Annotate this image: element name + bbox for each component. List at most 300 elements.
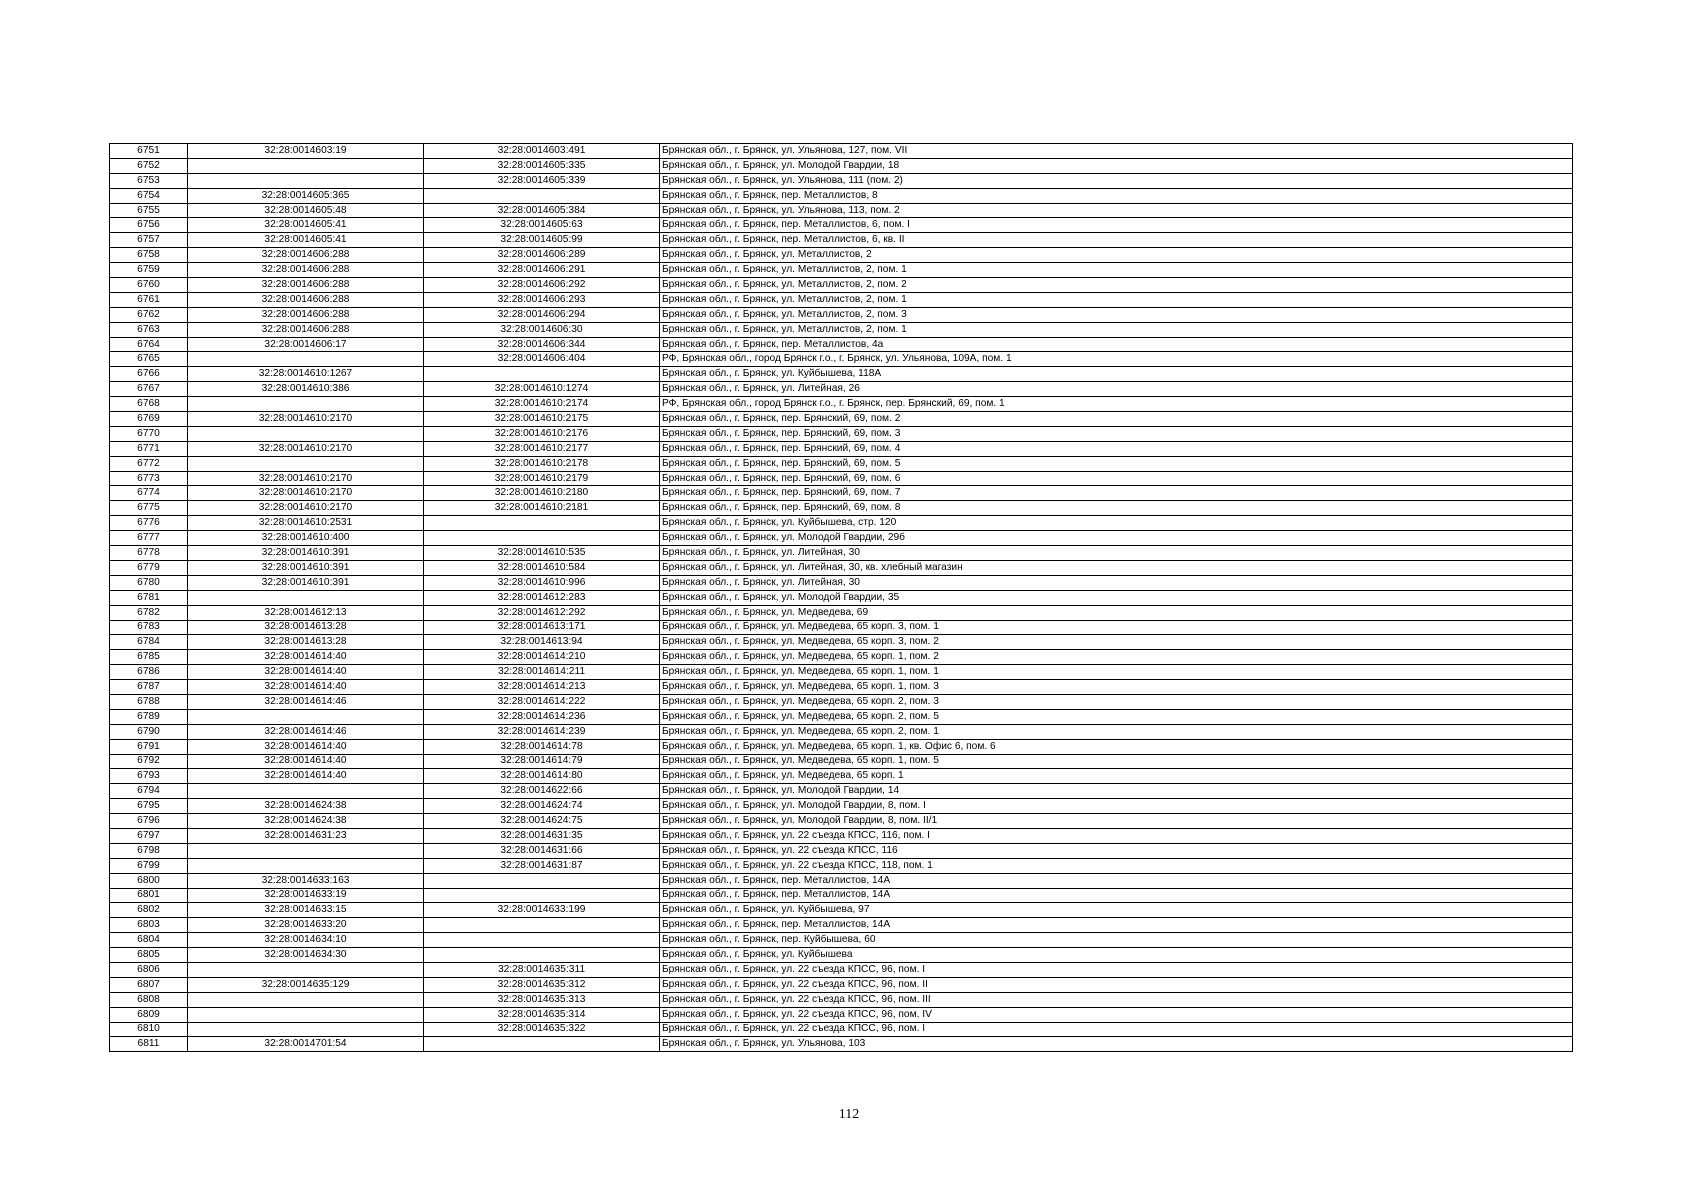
address-cell: Брянская обл., г. Брянск, ул. Литейная, 30	[660, 575, 1573, 590]
land-cadastral-number-cell: 32:28:0014634:30	[188, 948, 424, 963]
table-row	[110, 1022, 1573, 1037]
address-cell: Брянская обл., г. Брянск, пер. Куйбышева, 60	[660, 933, 1573, 948]
table-row	[110, 546, 1573, 561]
row-number-cell: 6766	[110, 367, 188, 382]
row-number-cell: 6761	[110, 292, 188, 307]
object-cadastral-number-cell: 32:28:0014613:171	[424, 620, 660, 635]
address-cell: Брянская обл., г. Брянск, ул. Ульянова, 111 (пом. 2)	[660, 173, 1573, 188]
land-cadastral-number-cell: 32:28:0014614:40	[188, 665, 424, 680]
object-cadastral-number-cell: 32:28:0014610:2175	[424, 412, 660, 427]
row-number-cell: 6768	[110, 397, 188, 412]
object-cadastral-number-cell: 32:28:0014610:2177	[424, 441, 660, 456]
address-cell: Брянская обл., г. Брянск, ул. 22 съезда КПСС, 116, пом. I	[660, 828, 1573, 843]
object-cadastral-number-cell: 32:28:0014606:30	[424, 322, 660, 337]
address-cell: Брянская обл., г. Брянск, ул. Металлистов, 2, пом. 3	[660, 307, 1573, 322]
land-cadastral-number-cell: 32:28:0014606:288	[188, 322, 424, 337]
row-number-cell: 6771	[110, 441, 188, 456]
land-cadastral-number-cell: 32:28:0014610:1267	[188, 367, 424, 382]
address-cell: Брянская обл., г. Брянск, ул. 22 съезда КПСС, 116	[660, 843, 1573, 858]
row-number-cell: 6759	[110, 263, 188, 278]
object-cadastral-number-cell: 32:28:0014614:236	[424, 709, 660, 724]
address-cell: Брянская обл., г. Брянск, ул. 22 съезда КПСС, 96, пом. I	[660, 1022, 1573, 1037]
object-cadastral-number-cell: 32:28:0014610:2178	[424, 456, 660, 471]
object-cadastral-number-cell: 32:28:0014606:404	[424, 352, 660, 367]
land-cadastral-number-cell: 32:28:0014633:20	[188, 918, 424, 933]
land-cadastral-number-cell	[188, 456, 424, 471]
row-number-cell: 6808	[110, 992, 188, 1007]
land-cadastral-number-cell: 32:28:0014603:19	[188, 144, 424, 159]
object-cadastral-number-cell: 32:28:0014606:344	[424, 337, 660, 352]
land-cadastral-number-cell: 32:28:0014610:2170	[188, 412, 424, 427]
land-cadastral-number-cell: 32:28:0014610:391	[188, 546, 424, 561]
table-row	[110, 962, 1573, 977]
object-cadastral-number-cell: 32:28:0014612:283	[424, 590, 660, 605]
address-cell: Брянская обл., г. Брянск, ул. Молодой Гвардии, 14	[660, 784, 1573, 799]
object-cadastral-number-cell: 32:28:0014635:312	[424, 977, 660, 992]
table-row	[110, 814, 1573, 829]
table-row	[110, 858, 1573, 873]
object-cadastral-number-cell	[424, 516, 660, 531]
address-cell: Брянская обл., г. Брянск, пер. Металлистов, 6, пом. I	[660, 218, 1573, 233]
land-cadastral-number-cell	[188, 709, 424, 724]
land-cadastral-number-cell	[188, 590, 424, 605]
row-number-cell: 6756	[110, 218, 188, 233]
row-number-cell: 6787	[110, 680, 188, 695]
object-cadastral-number-cell: 32:28:0014610:2174	[424, 397, 660, 412]
table-row	[110, 367, 1573, 382]
object-cadastral-number-cell: 32:28:0014614:78	[424, 739, 660, 754]
object-cadastral-number-cell: 32:28:0014610:584	[424, 560, 660, 575]
address-cell: Брянская обл., г. Брянск, ул. Медведева, 65 корп. 1, пом. 2	[660, 650, 1573, 665]
table-row	[110, 784, 1573, 799]
address-cell: РФ, Брянская обл., город Брянск г.о., г. Брянск, ул. Ульянова, 109А, пом. 1	[660, 352, 1573, 367]
table-row	[110, 426, 1573, 441]
object-cadastral-number-cell: 32:28:0014610:535	[424, 546, 660, 561]
object-cadastral-number-cell	[424, 1037, 660, 1052]
object-cadastral-number-cell: 32:28:0014606:291	[424, 263, 660, 278]
land-cadastral-number-cell: 32:28:0014634:10	[188, 933, 424, 948]
row-number-cell: 6788	[110, 694, 188, 709]
land-cadastral-number-cell: 32:28:0014610:386	[188, 382, 424, 397]
row-number-cell: 6804	[110, 933, 188, 948]
row-number-cell: 6778	[110, 546, 188, 561]
table-row	[110, 709, 1573, 724]
row-number-cell: 6791	[110, 739, 188, 754]
row-number-cell: 6764	[110, 337, 188, 352]
row-number-cell: 6753	[110, 173, 188, 188]
land-cadastral-number-cell: 32:28:0014610:391	[188, 575, 424, 590]
object-cadastral-number-cell: 32:28:0014633:199	[424, 903, 660, 918]
object-cadastral-number-cell: 32:28:0014624:75	[424, 814, 660, 829]
table-row	[110, 456, 1573, 471]
object-cadastral-number-cell: 32:28:0014610:2180	[424, 486, 660, 501]
row-number-cell: 6807	[110, 977, 188, 992]
row-number-cell: 6765	[110, 352, 188, 367]
table-row	[110, 754, 1573, 769]
row-number-cell: 6751	[110, 144, 188, 159]
address-cell: Брянская обл., г. Брянск, пер. Металлистов, 6, кв. II	[660, 233, 1573, 248]
table-row	[110, 516, 1573, 531]
table-row	[110, 843, 1573, 858]
row-number-cell: 6773	[110, 471, 188, 486]
row-number-cell: 6806	[110, 962, 188, 977]
table-row	[110, 337, 1573, 352]
address-cell: Брянская обл., г. Брянск, ул. 22 съезда КПСС, 96, пом. II	[660, 977, 1573, 992]
land-cadastral-number-cell	[188, 784, 424, 799]
land-cadastral-number-cell	[188, 397, 424, 412]
land-cadastral-number-cell	[188, 992, 424, 1007]
table-row	[110, 918, 1573, 933]
object-cadastral-number-cell: 32:28:0014635:314	[424, 1007, 660, 1022]
table-row	[110, 873, 1573, 888]
address-cell: Брянская обл., г. Брянск, ул. Литейная, 30	[660, 546, 1573, 561]
row-number-cell: 6780	[110, 575, 188, 590]
address-cell: Брянская обл., г. Брянск, ул. Металлистов, 2, пом. 2	[660, 278, 1573, 293]
land-cadastral-number-cell: 32:28:0014614:40	[188, 650, 424, 665]
object-cadastral-number-cell: 32:28:0014635:322	[424, 1022, 660, 1037]
object-cadastral-number-cell: 32:28:0014610:2176	[424, 426, 660, 441]
land-cadastral-number-cell	[188, 352, 424, 367]
object-cadastral-number-cell: 32:28:0014631:35	[424, 828, 660, 843]
table-row	[110, 233, 1573, 248]
address-cell: Брянская обл., г. Брянск, пер. Брянский, 69, пом. 2	[660, 412, 1573, 427]
address-cell: Брянская обл., г. Брянск, ул. Куйбышева, 118А	[660, 367, 1573, 382]
row-number-cell: 6805	[110, 948, 188, 963]
table-row	[110, 322, 1573, 337]
address-cell: Брянская обл., г. Брянск, пер. Брянский, 69, пом. 7	[660, 486, 1573, 501]
land-cadastral-number-cell	[188, 173, 424, 188]
address-cell: Брянская обл., г. Брянск, пер. Брянский, 69, пом. 8	[660, 501, 1573, 516]
object-cadastral-number-cell: 32:28:0014614:211	[424, 665, 660, 680]
land-cadastral-number-cell: 32:28:0014614:40	[188, 739, 424, 754]
land-cadastral-number-cell	[188, 426, 424, 441]
property-registry-table	[109, 143, 1573, 1052]
land-cadastral-number-cell: 32:28:0014605:41	[188, 218, 424, 233]
row-number-cell: 6801	[110, 888, 188, 903]
table-row	[110, 441, 1573, 456]
row-number-cell: 6793	[110, 769, 188, 784]
table-row	[110, 680, 1573, 695]
address-cell: Брянская обл., г. Брянск, ул. Медведева, 65 корп. 2, пом. 3	[660, 694, 1573, 709]
address-cell: Брянская обл., г. Брянск, пер. Металлистов, 4а	[660, 337, 1573, 352]
object-cadastral-number-cell	[424, 948, 660, 963]
object-cadastral-number-cell: 32:28:0014610:2179	[424, 471, 660, 486]
row-number-cell: 6796	[110, 814, 188, 829]
address-cell: Брянская обл., г. Брянск, ул. Металлистов, 2, пом. 1	[660, 292, 1573, 307]
table-row	[110, 412, 1573, 427]
row-number-cell: 6794	[110, 784, 188, 799]
land-cadastral-number-cell: 32:28:0014610:2170	[188, 441, 424, 456]
land-cadastral-number-cell	[188, 843, 424, 858]
address-cell: Брянская обл., г. Брянск, ул. Куйбышева, стр. 120	[660, 516, 1573, 531]
land-cadastral-number-cell: 32:28:0014610:400	[188, 531, 424, 546]
object-cadastral-number-cell	[424, 873, 660, 888]
table-row	[110, 650, 1573, 665]
address-cell: Брянская обл., г. Брянск, ул. Медведева, 65 корп. 2, пом. 1	[660, 724, 1573, 739]
row-number-cell: 6785	[110, 650, 188, 665]
table-row	[110, 292, 1573, 307]
row-number-cell: 6798	[110, 843, 188, 858]
land-cadastral-number-cell: 32:28:0014633:15	[188, 903, 424, 918]
land-cadastral-number-cell: 32:28:0014613:28	[188, 635, 424, 650]
object-cadastral-number-cell: 32:28:0014631:66	[424, 843, 660, 858]
object-cadastral-number-cell: 32:28:0014605:335	[424, 158, 660, 173]
land-cadastral-number-cell: 32:28:0014606:288	[188, 292, 424, 307]
table-row	[110, 903, 1573, 918]
object-cadastral-number-cell: 32:28:0014614:222	[424, 694, 660, 709]
land-cadastral-number-cell: 32:28:0014631:23	[188, 828, 424, 843]
row-number-cell: 6779	[110, 560, 188, 575]
row-number-cell: 6784	[110, 635, 188, 650]
object-cadastral-number-cell: 32:28:0014622:66	[424, 784, 660, 799]
object-cadastral-number-cell: 32:28:0014631:87	[424, 858, 660, 873]
object-cadastral-number-cell: 32:28:0014605:339	[424, 173, 660, 188]
address-cell: Брянская обл., г. Брянск, ул. Медведева, 65 корп. 1, кв. Офис 6, пом. 6	[660, 739, 1573, 754]
object-cadastral-number-cell	[424, 888, 660, 903]
table-row	[110, 620, 1573, 635]
row-number-cell: 6802	[110, 903, 188, 918]
address-cell: Брянская обл., г. Брянск, ул. Металлистов, 2	[660, 248, 1573, 263]
row-number-cell: 6797	[110, 828, 188, 843]
table-row	[110, 799, 1573, 814]
row-number-cell: 6799	[110, 858, 188, 873]
row-number-cell: 6811	[110, 1037, 188, 1052]
table-row	[110, 977, 1573, 992]
object-cadastral-number-cell: 32:28:0014614:79	[424, 754, 660, 769]
land-cadastral-number-cell: 32:28:0014633:163	[188, 873, 424, 888]
address-cell: Брянская обл., г. Брянск, пер. Брянский, 69, пом. 4	[660, 441, 1573, 456]
registry-table-body	[110, 144, 1573, 1052]
row-number-cell: 6776	[110, 516, 188, 531]
table-row	[110, 203, 1573, 218]
address-cell: Брянская обл., г. Брянск, пер. Металлистов, 8	[660, 188, 1573, 203]
address-cell: Брянская обл., г. Брянск, ул. Медведева, 65 корп. 1	[660, 769, 1573, 784]
table-row	[110, 739, 1573, 754]
object-cadastral-number-cell: 32:28:0014606:289	[424, 248, 660, 263]
page-number: 112	[838, 1107, 860, 1122]
land-cadastral-number-cell: 32:28:0014605:48	[188, 203, 424, 218]
address-cell: Брянская обл., г. Брянск, ул. Медведева, 69	[660, 605, 1573, 620]
object-cadastral-number-cell: 32:28:0014614:80	[424, 769, 660, 784]
object-cadastral-number-cell: 32:28:0014605:99	[424, 233, 660, 248]
land-cadastral-number-cell: 32:28:0014610:2531	[188, 516, 424, 531]
address-cell: РФ, Брянская обл., город Брянск г.о., г. Брянск, пер. Брянский, 69, пом. 1	[660, 397, 1573, 412]
row-number-cell: 6763	[110, 322, 188, 337]
object-cadastral-number-cell	[424, 933, 660, 948]
address-cell: Брянская обл., г. Брянск, ул. Литейная, 26	[660, 382, 1573, 397]
land-cadastral-number-cell: 32:28:0014624:38	[188, 799, 424, 814]
land-cadastral-number-cell: 32:28:0014605:41	[188, 233, 424, 248]
address-cell: Брянская обл., г. Брянск, пер. Брянский, 69, пом. 5	[660, 456, 1573, 471]
row-number-cell: 6783	[110, 620, 188, 635]
land-cadastral-number-cell: 32:28:0014606:288	[188, 248, 424, 263]
object-cadastral-number-cell: 32:28:0014610:1274	[424, 382, 660, 397]
address-cell: Брянская обл., г. Брянск, ул. Медведева, 65 корп. 2, пом. 5	[660, 709, 1573, 724]
object-cadastral-number-cell: 32:28:0014606:293	[424, 292, 660, 307]
table-row	[110, 933, 1573, 948]
table-row	[110, 218, 1573, 233]
address-cell: Брянская обл., г. Брянск, ул. Медведева, 65 корп. 3, пом. 2	[660, 635, 1573, 650]
land-cadastral-number-cell: 32:28:0014605:365	[188, 188, 424, 203]
land-cadastral-number-cell: 32:28:0014606:288	[188, 263, 424, 278]
object-cadastral-number-cell: 32:28:0014635:313	[424, 992, 660, 1007]
address-cell: Брянская обл., г. Брянск, ул. Медведева, 65 корп. 1, пом. 5	[660, 754, 1573, 769]
address-cell: Брянская обл., г. Брянск, ул. Медведева, 65 корп. 1, пом. 1	[660, 665, 1573, 680]
row-number-cell: 6781	[110, 590, 188, 605]
row-number-cell: 6790	[110, 724, 188, 739]
row-number-cell: 6752	[110, 158, 188, 173]
land-cadastral-number-cell: 32:28:0014612:13	[188, 605, 424, 620]
land-cadastral-number-cell: 32:28:0014635:129	[188, 977, 424, 992]
land-cadastral-number-cell: 32:28:0014606:288	[188, 307, 424, 322]
land-cadastral-number-cell: 32:28:0014614:40	[188, 754, 424, 769]
object-cadastral-number-cell	[424, 188, 660, 203]
object-cadastral-number-cell: 32:28:0014606:292	[424, 278, 660, 293]
address-cell: Брянская обл., г. Брянск, ул. 22 съезда КПСС, 96, пом. IV	[660, 1007, 1573, 1022]
table-row	[110, 605, 1573, 620]
row-number-cell: 6795	[110, 799, 188, 814]
table-row	[110, 278, 1573, 293]
row-number-cell: 6755	[110, 203, 188, 218]
land-cadastral-number-cell: 32:28:0014610:2170	[188, 501, 424, 516]
address-cell: Брянская обл., г. Брянск, ул. 22 съезда КПСС, 118, пом. 1	[660, 858, 1573, 873]
object-cadastral-number-cell: 32:28:0014613:94	[424, 635, 660, 650]
table-row	[110, 486, 1573, 501]
address-cell: Брянская обл., г. Брянск, пер. Металлистов, 14А	[660, 918, 1573, 933]
land-cadastral-number-cell: 32:28:0014610:391	[188, 560, 424, 575]
address-cell: Брянская обл., г. Брянск, ул. Металлистов, 2, пом. 1	[660, 263, 1573, 278]
address-cell: Брянская обл., г. Брянск, пер. Металлистов, 14А	[660, 873, 1573, 888]
address-cell: Брянская обл., г. Брянск, пер. Брянский, 69, пом. 6	[660, 471, 1573, 486]
table-row	[110, 158, 1573, 173]
object-cadastral-number-cell: 32:28:0014635:311	[424, 962, 660, 977]
row-number-cell: 6789	[110, 709, 188, 724]
table-row	[110, 1007, 1573, 1022]
table-row	[110, 352, 1573, 367]
object-cadastral-number-cell: 32:28:0014605:63	[424, 218, 660, 233]
table-row	[110, 575, 1573, 590]
row-number-cell: 6777	[110, 531, 188, 546]
land-cadastral-number-cell	[188, 858, 424, 873]
object-cadastral-number-cell: 32:28:0014612:292	[424, 605, 660, 620]
address-cell: Брянская обл., г. Брянск, ул. Литейная, 30, кв. хлебный магазин	[660, 560, 1573, 575]
address-cell: Брянская обл., г. Брянск, ул. Молодой Гвардии, 18	[660, 158, 1573, 173]
land-cadastral-number-cell	[188, 1007, 424, 1022]
table-row	[110, 724, 1573, 739]
object-cadastral-number-cell	[424, 367, 660, 382]
table-row	[110, 560, 1573, 575]
land-cadastral-number-cell: 32:28:0014606:288	[188, 278, 424, 293]
row-number-cell: 6770	[110, 426, 188, 441]
object-cadastral-number-cell	[424, 918, 660, 933]
object-cadastral-number-cell: 32:28:0014614:239	[424, 724, 660, 739]
address-cell: Брянская обл., г. Брянск, ул. Ульянова, 127, пом. VII	[660, 144, 1573, 159]
land-cadastral-number-cell: 32:28:0014701:54	[188, 1037, 424, 1052]
row-number-cell: 6758	[110, 248, 188, 263]
object-cadastral-number-cell: 32:28:0014603:491	[424, 144, 660, 159]
table-row	[110, 635, 1573, 650]
object-cadastral-number-cell: 32:28:0014606:294	[424, 307, 660, 322]
land-cadastral-number-cell: 32:28:0014614:46	[188, 694, 424, 709]
table-row	[110, 1037, 1573, 1052]
row-number-cell: 6782	[110, 605, 188, 620]
land-cadastral-number-cell	[188, 1022, 424, 1037]
address-cell: Брянская обл., г. Брянск, ул. Молодой Гвардии, 8, пом. I	[660, 799, 1573, 814]
row-number-cell: 6772	[110, 456, 188, 471]
table-row	[110, 769, 1573, 784]
object-cadastral-number-cell: 32:28:0014610:2181	[424, 501, 660, 516]
address-cell: Брянская обл., г. Брянск, ул. Медведева, 65 корп. 1, пом. 3	[660, 680, 1573, 695]
table-row	[110, 665, 1573, 680]
table-row	[110, 173, 1573, 188]
row-number-cell: 6760	[110, 278, 188, 293]
table-row	[110, 248, 1573, 263]
address-cell: Брянская обл., г. Брянск, пер. Металлистов, 14А	[660, 888, 1573, 903]
object-cadastral-number-cell	[424, 531, 660, 546]
table-row	[110, 263, 1573, 278]
row-number-cell: 6757	[110, 233, 188, 248]
table-row	[110, 144, 1573, 159]
object-cadastral-number-cell: 32:28:0014624:74	[424, 799, 660, 814]
row-number-cell: 6767	[110, 382, 188, 397]
address-cell: Брянская обл., г. Брянск, ул. 22 съезда КПСС, 96, пом. I	[660, 962, 1573, 977]
address-cell: Брянская обл., г. Брянск, ул. Молодой Гвардии, 35	[660, 590, 1573, 605]
land-cadastral-number-cell: 32:28:0014610:2170	[188, 471, 424, 486]
row-number-cell: 6762	[110, 307, 188, 322]
address-cell: Брянская обл., г. Брянск, ул. Медведева, 65 корп. 3, пом. 1	[660, 620, 1573, 635]
table-row	[110, 471, 1573, 486]
address-cell: Брянская обл., г. Брянск, ул. Ульянова, 113, пом. 2	[660, 203, 1573, 218]
row-number-cell: 6809	[110, 1007, 188, 1022]
row-number-cell: 6803	[110, 918, 188, 933]
row-number-cell: 6775	[110, 501, 188, 516]
table-row	[110, 888, 1573, 903]
address-cell: Брянская обл., г. Брянск, ул. Ульянова, 103	[660, 1037, 1573, 1052]
land-cadastral-number-cell: 32:28:0014610:2170	[188, 486, 424, 501]
land-cadastral-number-cell	[188, 158, 424, 173]
row-number-cell: 6774	[110, 486, 188, 501]
table-row	[110, 590, 1573, 605]
address-cell: Брянская обл., г. Брянск, ул. Молодой Гвардии, 8, пом. II/1	[660, 814, 1573, 829]
row-number-cell: 6786	[110, 665, 188, 680]
object-cadastral-number-cell: 32:28:0014610:996	[424, 575, 660, 590]
row-number-cell: 6810	[110, 1022, 188, 1037]
land-cadastral-number-cell: 32:28:0014614:40	[188, 769, 424, 784]
address-cell: Брянская обл., г. Брянск, ул. Металлистов, 2, пом. 1	[660, 322, 1573, 337]
address-cell: Брянская обл., г. Брянск, ул. 22 съезда КПСС, 96, пом. III	[660, 992, 1573, 1007]
land-cadastral-number-cell: 32:28:0014614:46	[188, 724, 424, 739]
address-cell: Брянская обл., г. Брянск, пер. Брянский, 69, пом. 3	[660, 426, 1573, 441]
object-cadastral-number-cell: 32:28:0014605:384	[424, 203, 660, 218]
row-number-cell: 6754	[110, 188, 188, 203]
address-cell: Брянская обл., г. Брянск, ул. Куйбышева	[660, 948, 1573, 963]
table-row	[110, 382, 1573, 397]
table-row	[110, 501, 1573, 516]
table-row	[110, 828, 1573, 843]
land-cadastral-number-cell: 32:28:0014614:40	[188, 680, 424, 695]
object-cadastral-number-cell: 32:28:0014614:210	[424, 650, 660, 665]
land-cadastral-number-cell: 32:28:0014606:17	[188, 337, 424, 352]
row-number-cell: 6769	[110, 412, 188, 427]
table-row	[110, 948, 1573, 963]
table-row	[110, 307, 1573, 322]
address-cell: Брянская обл., г. Брянск, ул. Молодой Гвардии, 29б	[660, 531, 1573, 546]
table-row	[110, 694, 1573, 709]
land-cadastral-number-cell	[188, 962, 424, 977]
land-cadastral-number-cell: 32:28:0014633:19	[188, 888, 424, 903]
table-row	[110, 992, 1573, 1007]
object-cadastral-number-cell: 32:28:0014614:213	[424, 680, 660, 695]
